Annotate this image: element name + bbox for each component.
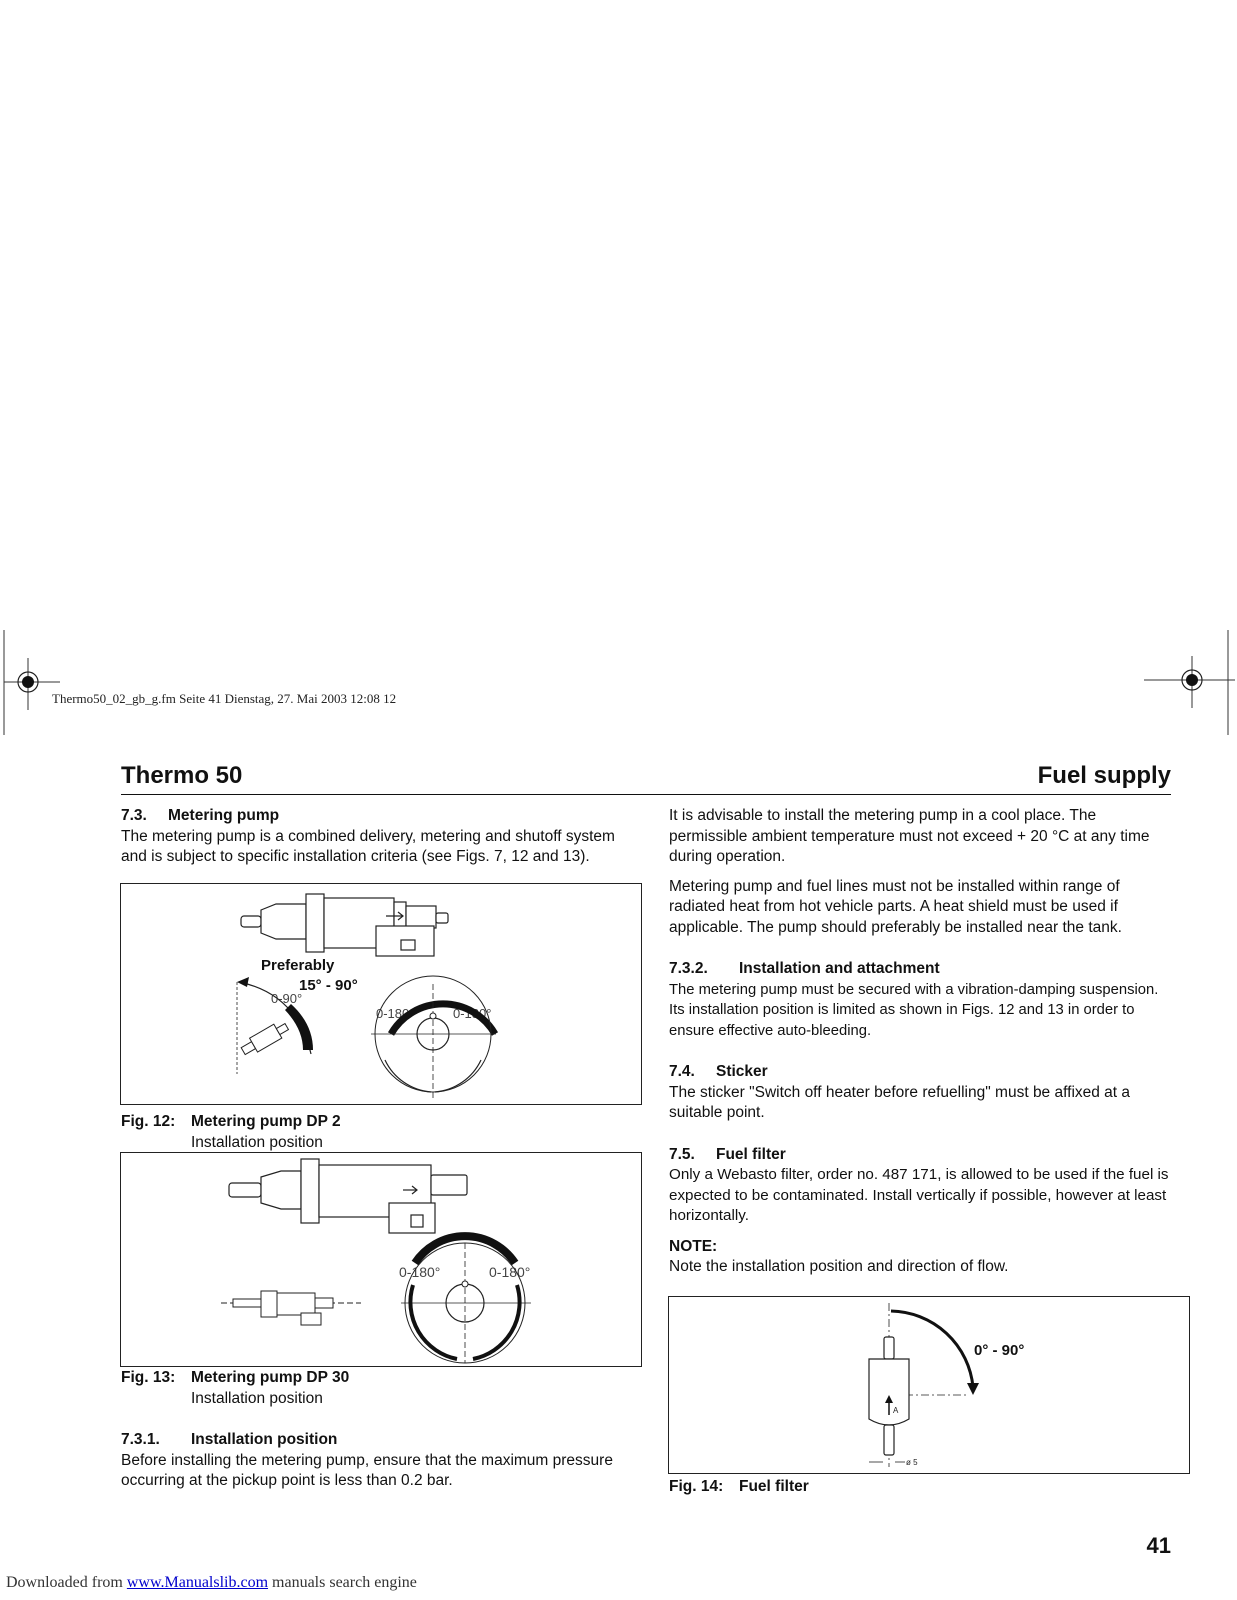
header-title: Thermo 50 <box>121 762 243 789</box>
paragraph-radiated-heat: Metering pump and fuel lines must not be installed within range of radiated heat from hot vehicle parts. A heat shield must be used if applicable. The pump should preferably be installed near the tank. <box>669 877 1122 936</box>
section-heading: 7.5. Fuel filter <box>669 1145 786 1163</box>
header-rule <box>121 794 1171 795</box>
page-number: 41 <box>1146 1533 1171 1558</box>
figure-13-caption: Fig. 13: Metering pump DP 30 Installation position <box>121 1369 350 1407</box>
section-7-4 <box>669 1062 1174 1124</box>
angle-0-180-left-label: 0-180° <box>399 1264 441 1280</box>
registration-mark-right <box>1140 620 1237 740</box>
section-7-3 <box>121 806 641 868</box>
right-column-text <box>669 806 1174 1278</box>
section-7-3-2 <box>669 959 1174 1041</box>
registration-mark-left <box>0 620 70 740</box>
figure-13 <box>120 1152 642 1367</box>
header-section: Fuel supply <box>1037 762 1171 789</box>
section-body: The metering pump must be secured with a vibration-damping suspension. Its installation position is limited as shown in Figs. 12 and 13 in order to ensure effective auto-bleeding. <box>669 981 1159 1039</box>
figure-14 <box>668 1296 1190 1474</box>
preferably-label: Preferably <box>261 957 335 974</box>
figure-14-caption: Fig. 14: Fuel filter <box>669 1478 809 1495</box>
section-body: Only a Webasto filter, order no. 487 171, is allowed to be used if the fuel is expected to be contaminated. Install vertically if possible, however at least horizontally. <box>669 1166 1169 1224</box>
angle-0-90-label: 0-90° <box>271 991 303 1006</box>
angle-0-180-right-label: 0-180° <box>489 1264 531 1280</box>
manualslib-link[interactable]: www.Manualslib.com <box>126 1574 269 1591</box>
note-title: NOTE: <box>669 1237 718 1255</box>
section-heading: 7.3.1. Installation position <box>121 1431 338 1448</box>
angle-0-180-right-label: 0-180° <box>453 1006 492 1021</box>
section-body: The metering pump is a combined delivery, metering and shutoff system and is subject to specific installation criteria (see Figs. 7, 12 and 13). <box>121 827 615 865</box>
section-heading: 7.4. Sticker <box>669 1063 768 1080</box>
angle-0-180-left-label: 0-180° <box>376 1006 415 1021</box>
section-heading: 7.3.2. Installation and attachment <box>669 960 940 977</box>
section-7-3-1 <box>121 1430 641 1492</box>
paragraph-cool-place: It is advisable to install the metering pump in a cool place. The permissible ambient temperature must not exceed + 20 °C at any time during operation. <box>669 807 1150 865</box>
preferred-range-label: 15° - 90° <box>299 977 358 994</box>
fuel-filter-drawing <box>669 1297 1189 1473</box>
flow-direction-label: A <box>893 1406 899 1415</box>
section-body: Before installing the metering pump, ensure that the maximum pressure occurring at the pickup point is less than 0.2 bar. <box>121 1451 613 1489</box>
note-block <box>669 1237 1174 1278</box>
section-7-5 <box>669 1145 1174 1227</box>
figure-12-caption: Fig. 12: Metering pump DP 2 Installation position <box>121 1113 341 1151</box>
download-footer: Downloaded from www.Manualslib.com manuals search engine <box>6 1574 417 1591</box>
diameter-label: ø 5 <box>906 1458 918 1467</box>
print-slug: Thermo50_02_gb_g.fm Seite 41 Dienstag, 27. Mai 2003 12:08 12 <box>52 691 397 706</box>
metering-pump-dp30-drawing <box>121 1153 641 1366</box>
note-body: Note the installation position and direction of flow. <box>669 1258 1009 1275</box>
section-heading: 7.3. Metering pump <box>121 807 280 824</box>
section-body: The sticker "Switch off heater before refuelling" must be affixed at a suitable point. <box>669 1083 1131 1121</box>
angle-range-label: 0° - 90° <box>974 1342 1025 1359</box>
figure-12 <box>120 883 642 1105</box>
metering-pump-dp2-drawing <box>121 884 641 1104</box>
